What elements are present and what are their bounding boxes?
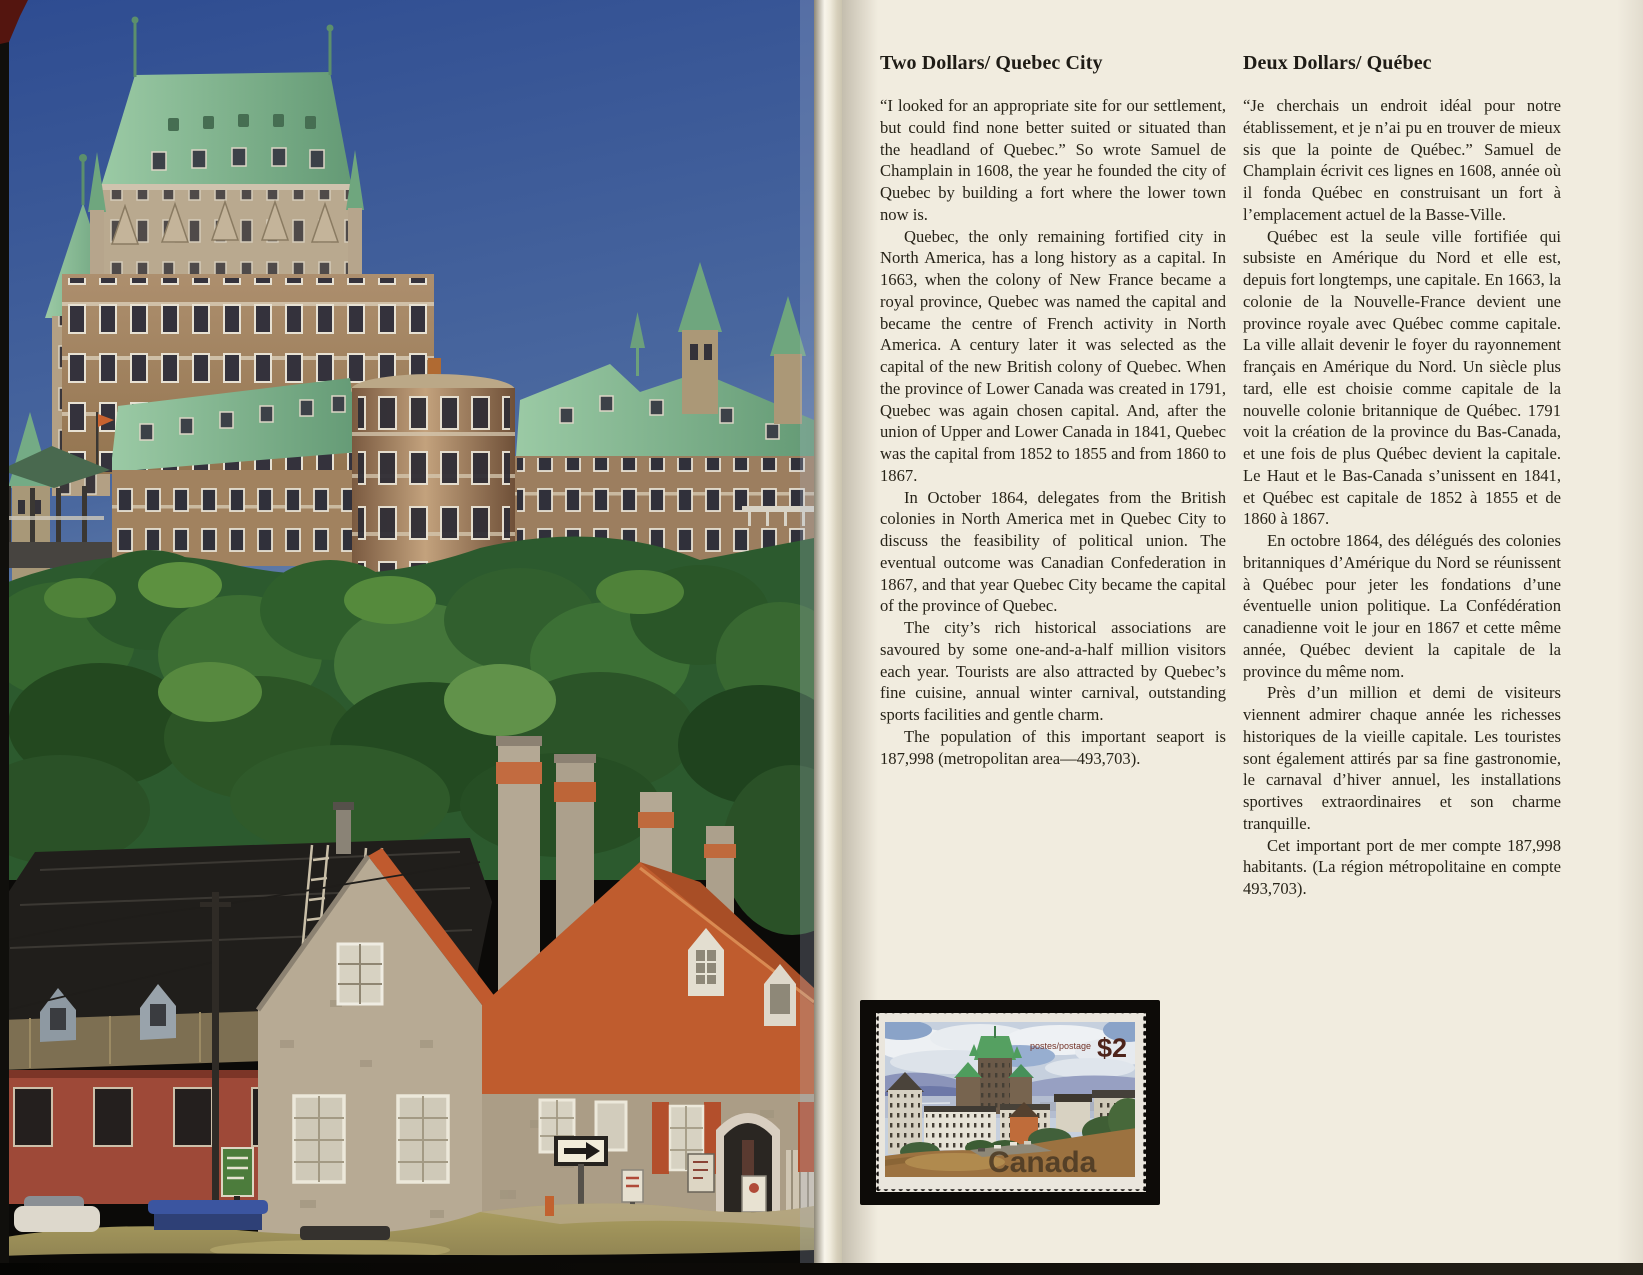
two-dollar-quebec-stamp (860, 1000, 1160, 1205)
chateau-frontenac-photo (0, 0, 814, 1275)
right-page (842, 0, 1643, 1275)
left-page-photo (0, 0, 814, 1275)
french-column (1243, 52, 1561, 900)
english-column (880, 52, 1226, 769)
stamp-mount (860, 1000, 1160, 1205)
french-paragraph: Près d’un million et demi de visiteurs viennent admirer chaque année les richesses historiques de la vieille capitale. Les touristes sont également attirés par sa fine gastronomie, le carnaval d’hiver annuel, les installations sportives extraordinaires et son charme tranquille. (1243, 683, 1561, 833)
english-paragraph: “I looked for an appropriate site for our settlement, but could find none better suited or situated than the headland of Quebec.” So wrote Samuel de Champlain in 1608, the year he founded the city of Quebec by building a fort where the lower town now is. (880, 96, 1226, 224)
french-paragraph: En octobre 1864, des délégués des colonies britanniques d’Amérique du Nord se réunissent à Québec pour jeter les fondations d’une éventuelle union politique. La Confédération canadienne voit le jour en 1867 et cette même année, Québec devient la capitale de la province du même nom. (1243, 531, 1561, 681)
french-paragraph: Cet important port de mer compte 187,998 habitants. (La région métropolitaine en compte 493,703). (1243, 835, 1561, 898)
french-title: Deux Dollars/ Québec (1243, 52, 1432, 74)
english-paragraph: Quebec, the only remaining fortified city in North America, has a long history as a capital. In 1663, when the colony of New France became a royal province, Quebec was named the capital and became the centre of French activity in North America. A century later it was selected as the capital of the new British colony of Quebec. When the province of Lower Canada was created in 1791, Quebec was again chosen capital. And, after the union of Upper and Lower Canada in 1841, Quebec was the capital from 1852 to 1855 and from 1860 to 1867. (880, 226, 1226, 485)
book-bottom-edge (0, 1263, 1643, 1275)
page-curl-highlight (800, 0, 814, 1275)
french-paragraph: Québec est la seule ville fortifiée qui subsiste en Amérique du Nord et elle est, depuis fort longtemps, une capitale. En 1663, la colonie de la Nouvelle-France devient une province royale avec Québec comme capitale. La ville allait devenir le foyer du rayonnement français en Amérique du Nord. Un siècle plus tard, elle est choisie comme capitale de la nouvelle colonie britannique de Québec. 1791 voit la création de la province du Bas-Canada, et une fois de plus Québec devient la capitale. Le Haut et le Bas-Canada s’unissent en 1841, et Québec est capitale de 1852 à 1855 et de 1860 à 1867. (1243, 226, 1561, 529)
chateau-left-wing (96, 378, 360, 566)
english-paragraph: In October 1864, delegates from the British colonies in North America met in Quebec City to discuss the feasibility of political union. The eventual outcome was Canadian Confederation in 1867, and that year Quebec City became the capital of the province of Quebec. (880, 487, 1226, 616)
english-paragraph: The population of this important seaport is 187,998 (metropolitan area—493,703). (880, 726, 1226, 768)
stamp-postage-label: postes/postage (1030, 1041, 1092, 1051)
french-paragraph: “Je cherchais un endroit idéal pour notre établissement, et je n’ai pu en trouver de mieux sis que la pointe de Québec.” Samuel de Champlain écrivit ces lignes en 1608, année où il fonda Québec en construisant un fort à l’emplacement actuel de la Basse-Ville. (1243, 96, 1561, 224)
english-paragraph: The city’s rich historical associations are savoured by some one-and-a-half million visitors each year. Tourists are also attracted by Quebec’s fine cuisine, annual winter carnival, outstanding sports facilities and gentle charm. (880, 618, 1226, 724)
book-gutter (814, 0, 842, 1275)
photo-left-edge (0, 0, 9, 1275)
stamp-country: Canada (988, 1146, 1097, 1179)
stamp-denomination: $2 (1097, 1033, 1128, 1063)
english-title: Two Dollars/ Quebec City (880, 52, 1103, 74)
